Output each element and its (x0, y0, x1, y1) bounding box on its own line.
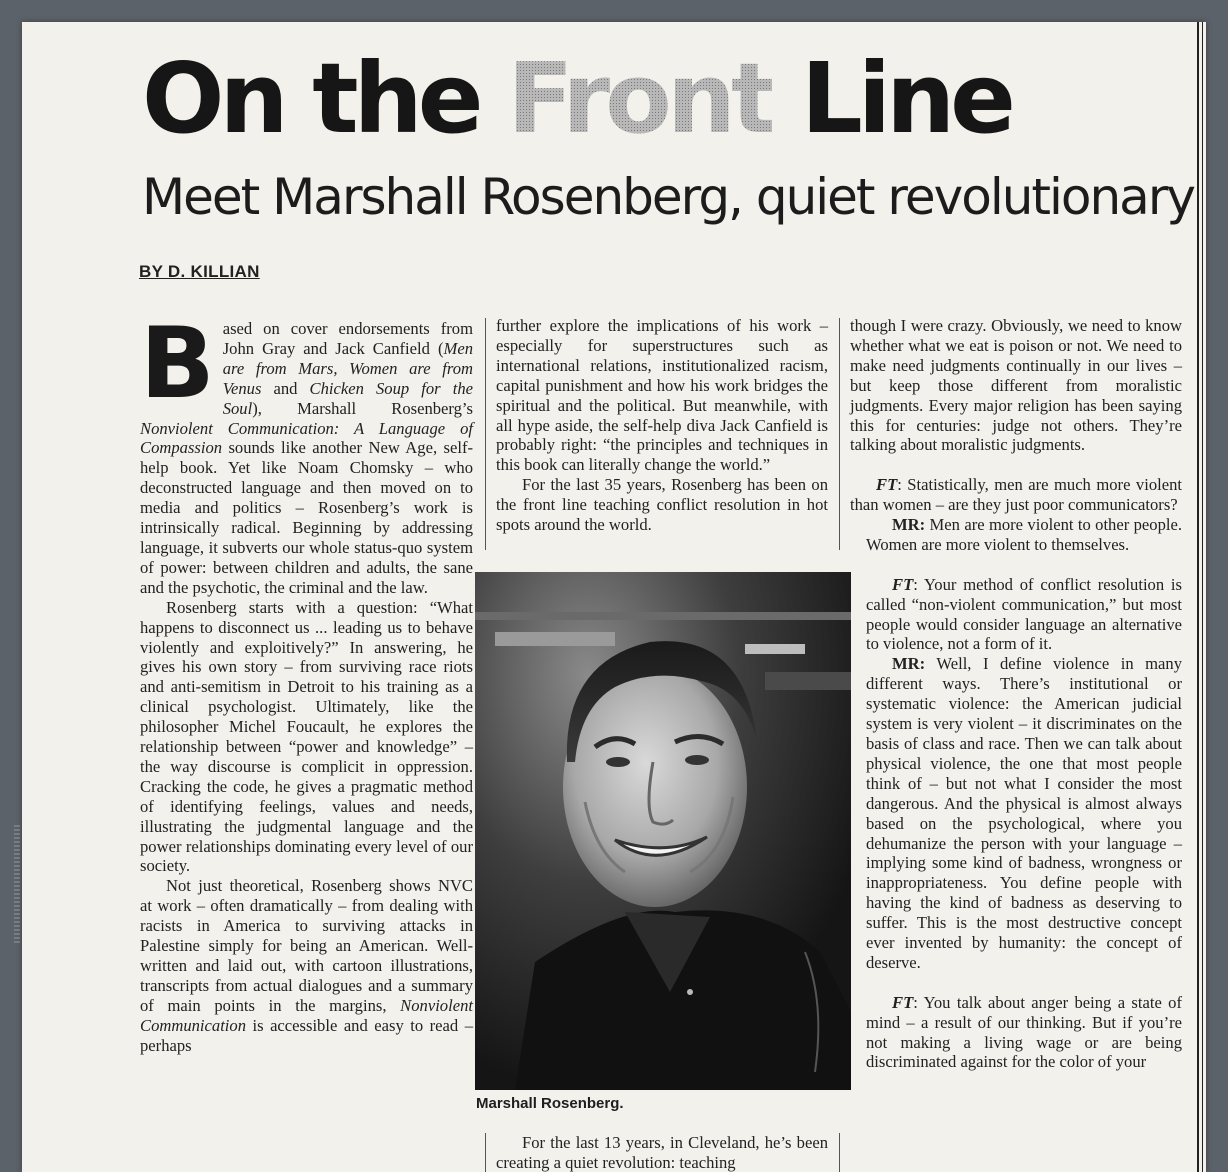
portrait-image (475, 572, 851, 1090)
speaker-label: FT (892, 992, 914, 1012)
paragraph (140, 876, 473, 1055)
interview-question (866, 993, 1182, 1073)
column-rule (485, 1133, 486, 1172)
paragraph: For the last 35 years, Rosenberg has been on the front line teaching conflict resolution in hot spots around the world. (496, 475, 828, 535)
speaker-label: MR: (892, 654, 926, 674)
book-title: Nonviolent Communication: A Language of Compassion (140, 418, 473, 458)
text: Not just theoretical, Rosenberg shows NVC at work – often dramatically – from dealing with racists in America to surviving attacks in Palestine simply for being an American. Well-written and laid out, with cartoon illustrations, transcripts from actual dialogues and a summary of main points in the margins, (140, 876, 473, 1015)
newspaper-page (22, 22, 1206, 1172)
drop-cap: B (140, 307, 215, 421)
byline: BY D. KILLIAN (139, 262, 260, 281)
paragraph: further explore the implications of his work – especially for superstructures such as international relations, institutionalized racism, capital punishment and how his work bridges the spiritual and the political. But meanwhile, with all hype aside, the self-help diva Jack Canfield is probably right: “the principles and techniques in this book can literally change the world.” (496, 316, 828, 475)
photo-caption: Marshall Rosenberg. (476, 1095, 624, 1112)
interview-answer (866, 515, 1182, 555)
interview-question (866, 575, 1182, 655)
page-edge-rule-2 (1202, 22, 1203, 1172)
text: : Statistically, men are much more violent than women – are they just poor communicators? (850, 475, 1182, 515)
article-column-3 (850, 316, 1182, 1072)
text: ), Marshall Rosenberg’s (252, 398, 473, 418)
interview-answer (866, 654, 1182, 973)
text: : You talk about anger being a state of mind – a result of our thinking. But if you’re not making a living wage or are being discriminated against for the color of your (866, 992, 1182, 1072)
interview-question (850, 475, 1182, 515)
headline (142, 42, 1102, 155)
text: ased on cover endorsements from John Gray and Jack Canfield ( (222, 319, 473, 358)
speaker-label: MR: (892, 515, 926, 535)
portrait-photo (475, 572, 851, 1090)
speaker-label: FT (876, 475, 898, 495)
article-column-1 (140, 307, 473, 1056)
paragraph: though I were crazy. Obviously, we need to know whether what we eat is poison or not. We need to make need judgments continually in our lives – but keep those different from moralistic judgments. Every major religion has been saying this for centuries: judge not others. They’re talking about moralistic judgments. (850, 316, 1182, 455)
article-column-2-lower (496, 1133, 828, 1172)
column-rule (839, 318, 840, 550)
text: Men are more violent to other people. Women are more violent to themselves. (866, 515, 1182, 554)
headline-part-2: Front (507, 42, 773, 155)
paragraph: For the last 13 years, in Cleveland, he’s been creating a quiet revolution: teaching (496, 1133, 828, 1172)
text: Well, I define violence in many different ways. There’s institutional or systematic violence: the American judicial system is very violent – it discriminates on the basis of class and race. Then we can talk about physical violence, the one that most people think of – but not what I consider the most dangerous. And the physical is almost always based on the psychological, where you dehumanize the person with your language – implying some kind of badness, wrongness or inappropriateness. You define people with having the kind of badness as deserving to suffer. This is the most destructive concept ever invented by humanity: the concept of deserve. (866, 654, 1182, 972)
headline-part-1: On the (142, 42, 508, 155)
speaker-label: FT (892, 574, 914, 594)
page-edge-rule (1197, 22, 1199, 1172)
text: : Your method of conflict resolution is called “non-violent communication,” but most people would consider language an alternative to violence, not a form of it. (866, 574, 1182, 654)
headline-part-3: Line (772, 42, 1011, 155)
paragraph (140, 307, 473, 598)
book-title: Chicken Soup for the Soul (222, 378, 473, 418)
text: sounds like another New Age, self-help book. Yet like Noam Chomsky – who deconstructed language and then moved on to media and politics – Rosenberg’s work is intrinsically radical. Beginning by addressing language, it subverts our whole status-quo system of power: between children and adults, the sane and the psychotic, the criminal and the law. (140, 438, 473, 597)
paragraph: Rosenberg starts with a question: “What happens to disconnect us ... leading us to behave violently and exploitively?” In answering, he gives his own story – from surviving race riots and anti-semitism in Detroit to his training as a clinical psychologist. Ultimately, like the philosopher Michel Foucault, he explores the relationship between “power and knowledge” – the way discourse is complicit in oppression. Cracking the code, he gives a pragmatic method of identifying feelings, values and needs, illustrating the judgmental language and the power relationships dominating every level of our society. (140, 597, 473, 876)
interview-answer-block (850, 515, 1182, 1072)
scan-artifact (14, 825, 20, 945)
article-column-2 (496, 316, 828, 535)
text: is accessible and easy to read – perhaps (140, 1015, 473, 1055)
column-rule (485, 318, 486, 550)
book-title: Nonviolent Communication (140, 995, 473, 1035)
column-rule (839, 1133, 840, 1172)
subtitle: Meet Marshall Rosenberg, quiet revolutionary (142, 168, 1194, 226)
text: and (261, 378, 310, 398)
book-title: Men are from Mars, Women are from Venus (222, 338, 473, 398)
